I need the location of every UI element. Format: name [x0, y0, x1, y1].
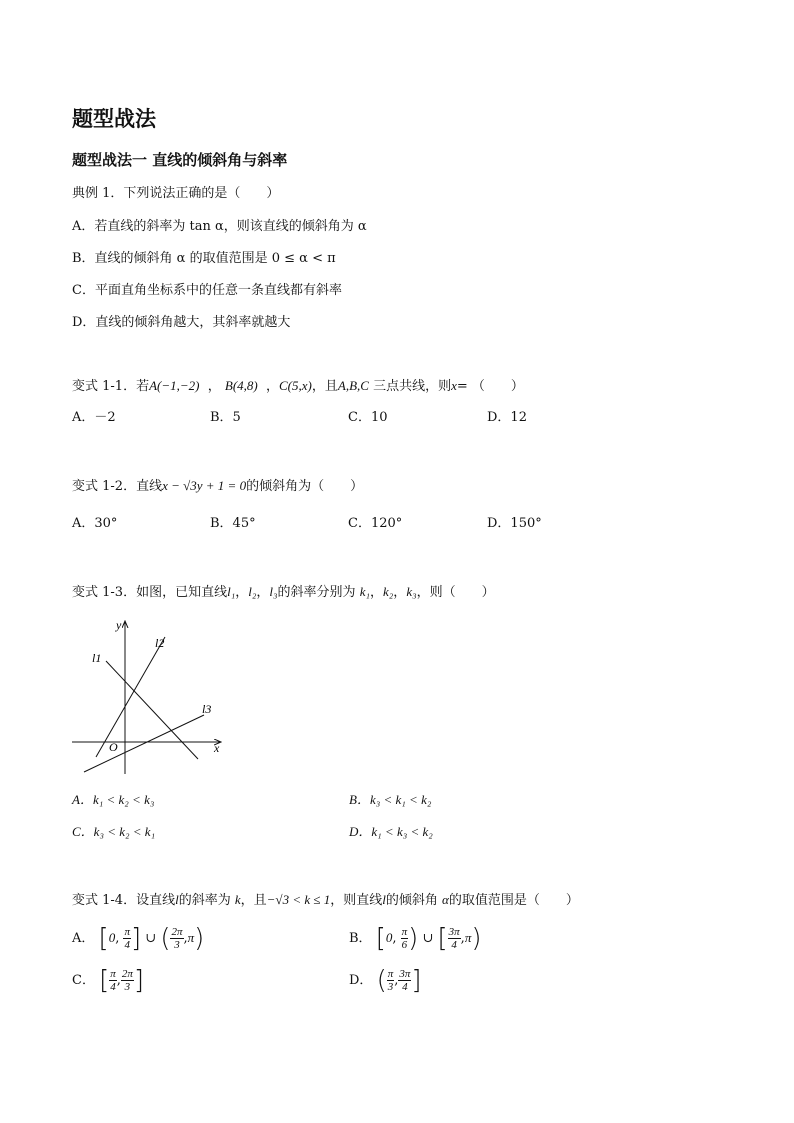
- variant-1-3-question: 变式 1-3．如图，已知直线l₁，l₂，l₃的斜率分别为 k₁，k₂，k₃，则（ ）: [72, 584, 495, 600]
- origin-label: O: [109, 740, 118, 754]
- fraction: $\frac{\pi}{4}$: [110, 968, 116, 993]
- example1-question: 典例 1．下列说法正确的是（ ）: [72, 186, 280, 201]
- variant-1-4-option-c: C． [ $\frac{\pi}{4}$ , $\frac{2\pi}{3}$ ]: [72, 965, 145, 996]
- variant-1-1-option-a: A．－2: [72, 410, 116, 425]
- line-l1: [106, 661, 198, 759]
- variant-1-2-option-a: A．30°: [72, 516, 118, 531]
- variant-1-4-option-d: D． ( $\frac{\pi}{3}$ , $\frac{3\pi}{4}$ ]: [349, 965, 422, 996]
- fraction: $\frac{\pi}{6}$: [401, 926, 408, 951]
- section-title: 题型战法: [72, 107, 156, 131]
- fraction: $\frac{3\pi}{4}$: [399, 968, 411, 993]
- variant-1-2-option-d: D．150°: [487, 516, 542, 531]
- fraction: $\frac{\pi}{3}$: [387, 968, 394, 993]
- variant-1-4-option-a: A． [0, $\frac{\pi}{4}$ ] ∪ ( $\frac{2\pi}{3}$ ,π): [72, 923, 205, 954]
- x-axis-label: x: [214, 741, 220, 755]
- example1-option-a: A．若直线的斜率为 tan α，则该直线的倾斜角为 α: [72, 219, 367, 234]
- l1-label: l1: [92, 651, 102, 665]
- variant-1-2-question: 变式 1-2．直线x − √3y + 1 = 0的倾斜角为（ ）: [72, 478, 364, 494]
- example1-option-d: D．直线的倾斜角越大，其斜率就越大: [72, 315, 291, 330]
- variant-1-1-option-b: B．5: [210, 410, 241, 425]
- fraction: $\frac{2\pi}{3}$: [121, 968, 133, 993]
- variant-1-3-option-c: C．k₃ < k₂ < k₁: [72, 824, 156, 839]
- variant-1-1-option-c: C．10: [348, 410, 388, 425]
- variant-1-4-option-b: B． [0, $\frac{\pi}{6}$ ) ∪ [ $\frac{3\pi}{4}$ ,π): [349, 923, 482, 954]
- variant-1-2-option-b: B．45°: [210, 516, 256, 531]
- fraction: $\frac{2\pi}{3}$: [171, 926, 183, 951]
- variant-1-1-question: 变式 1-1．若A(−1,−2) ， B(4,8) ，C(5,x)，且A,B,C 三点共线，则x= （ ）: [72, 378, 524, 394]
- variant-1-2-option-c: C．120°: [348, 516, 403, 531]
- variant-1-4-question: 变式 1-4．设直线l的斜率为 k，且−√3 < k ≤ 1，则直线l的倾斜角 α的取值范围是（ ）: [72, 892, 579, 908]
- variant-1-3-option-d: D．k₁ < k₃ < k₂: [349, 824, 433, 839]
- example1-option-c: C．平面直角坐标系中的任意一条直线都有斜率: [72, 283, 342, 298]
- y-axis-label: y: [116, 618, 122, 632]
- l3-label: l3: [202, 702, 212, 716]
- section-subtitle: 题型战法一 直线的倾斜角与斜率: [72, 151, 288, 169]
- variant-1-3-option-a: A．k₁ < k₂ < k₃: [72, 792, 155, 807]
- example1-option-b: B．直线的倾斜角 α 的取值范围是 0 ≤ α < π: [72, 251, 336, 266]
- l2-label: l2: [155, 636, 165, 650]
- line-l2: [96, 637, 165, 757]
- line-l3: [84, 715, 204, 772]
- fraction: $\frac{3\pi}{4}$: [448, 926, 460, 951]
- variant-1-1-option-d: D．12: [487, 410, 527, 425]
- fraction: $\frac{\pi}{4}$: [124, 926, 130, 951]
- variant-1-3-option-b: B．k₃ < k₁ < k₂: [349, 792, 432, 807]
- lines-figure: [66, 612, 236, 780]
